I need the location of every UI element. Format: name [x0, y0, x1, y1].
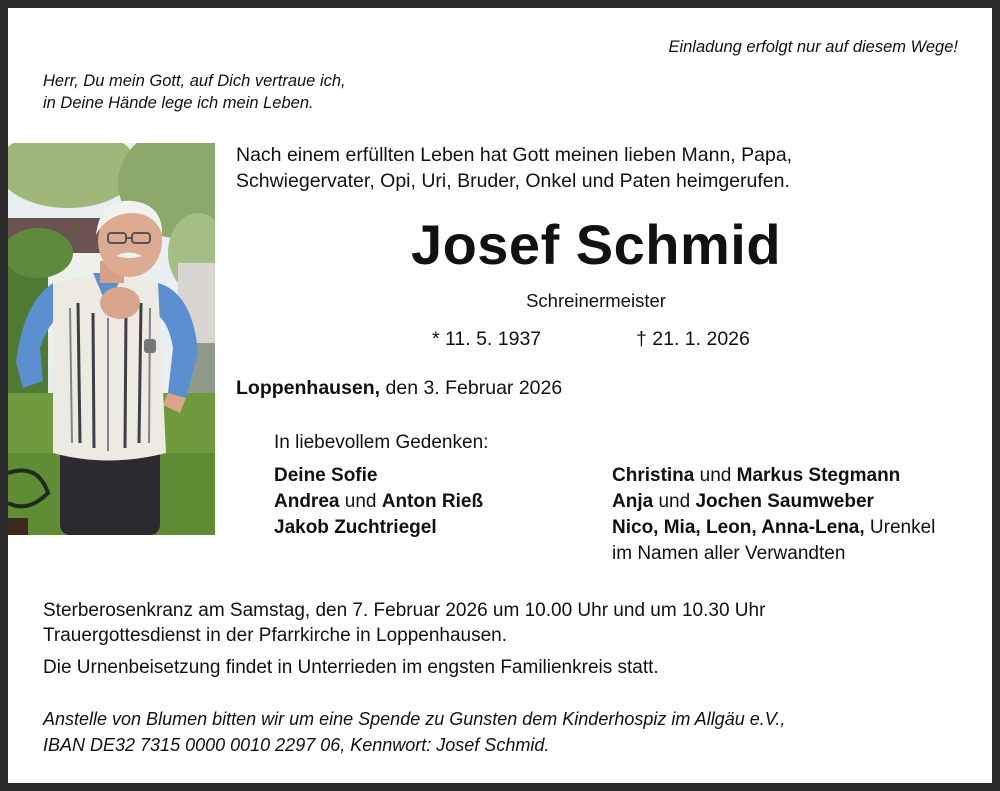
obituary-card	[8, 8, 992, 783]
announcement-line-1: Nach einem erfüllten Leben hat Gott meinen lieben Mann, Papa,	[236, 144, 793, 166]
connector-text: und	[339, 491, 382, 512]
family-name: Christina	[612, 465, 695, 486]
donation-line-2: IBAN DE32 7315 0000 0010 2297 06, Kennwort: Josef Schmid.	[43, 735, 550, 755]
psalm-line-1: Herr, Du mein Gott, auf Dich vertraue ich,	[43, 72, 346, 90]
family-name: Markus Stegmann	[736, 465, 901, 486]
family-member	[612, 463, 935, 489]
relation-text: Urenkel	[864, 517, 936, 538]
family-name: Nico, Mia, Leon, Anna-Lena,	[612, 517, 865, 538]
announcement-line-2: Schwiegervater, Opi, Uri, Bruder, Onkel und Paten heimgerufen.	[236, 170, 790, 192]
psalm-line-2: in Deine Hände lege ich mein Leben.	[43, 94, 314, 112]
donation-note	[43, 706, 785, 758]
family-name: Anton Rieß	[381, 491, 484, 512]
deceased-profession: Schreinermeister	[526, 290, 666, 311]
family-member	[612, 489, 935, 515]
family-member: Jakob Zuchtriegel	[274, 517, 437, 538]
family-name: Anja	[612, 491, 654, 512]
death-date: † 21. 1. 2026	[636, 328, 750, 350]
memory-heading: In liebevollem Gedenken:	[274, 432, 489, 453]
birth-date: * 11. 5. 1937	[432, 328, 542, 350]
psalm-quote	[43, 70, 346, 114]
donation-line-1: Anstelle von Blumen bitten wir um eine Spende zu Gunsten dem Kinderhospiz im Allgäu e.V.,	[43, 709, 786, 729]
announcement-text	[236, 142, 792, 194]
family-member	[612, 515, 935, 541]
family-name: Andrea	[274, 491, 340, 512]
relatives-text: im Namen aller Verwandten	[612, 543, 846, 564]
family-list-right	[612, 463, 935, 567]
invitation-note: Einladung erfolgt nur auf diesem Wege!	[668, 38, 958, 56]
family-member	[274, 489, 483, 515]
urn-burial-text: Die Urnenbeisetzung findet in Unterrieden im engsten Familienkreis statt.	[43, 657, 659, 678]
service-details	[43, 598, 765, 648]
place-name: Loppenhausen,	[236, 377, 381, 399]
date-text: den 3. Februar 2026	[380, 377, 563, 399]
place-and-date	[236, 377, 562, 400]
deceased-name: Josef Schmid	[410, 213, 782, 276]
connector-text: und	[653, 491, 696, 512]
family-name: Jochen Saumweber	[695, 491, 874, 512]
service-line-2: Trauergottesdienst in der Pfarrkirche in Loppenhausen.	[43, 625, 508, 646]
family-list-left	[274, 463, 483, 541]
service-line-1: Sterberosenkranz am Samstag, den 7. Februar 2026 um 10.00 Uhr und um 10.30 Uhr	[43, 600, 766, 621]
family-member: Deine Sofie	[274, 465, 378, 486]
portrait-photo	[8, 143, 215, 535]
connector-text: und	[694, 465, 737, 486]
